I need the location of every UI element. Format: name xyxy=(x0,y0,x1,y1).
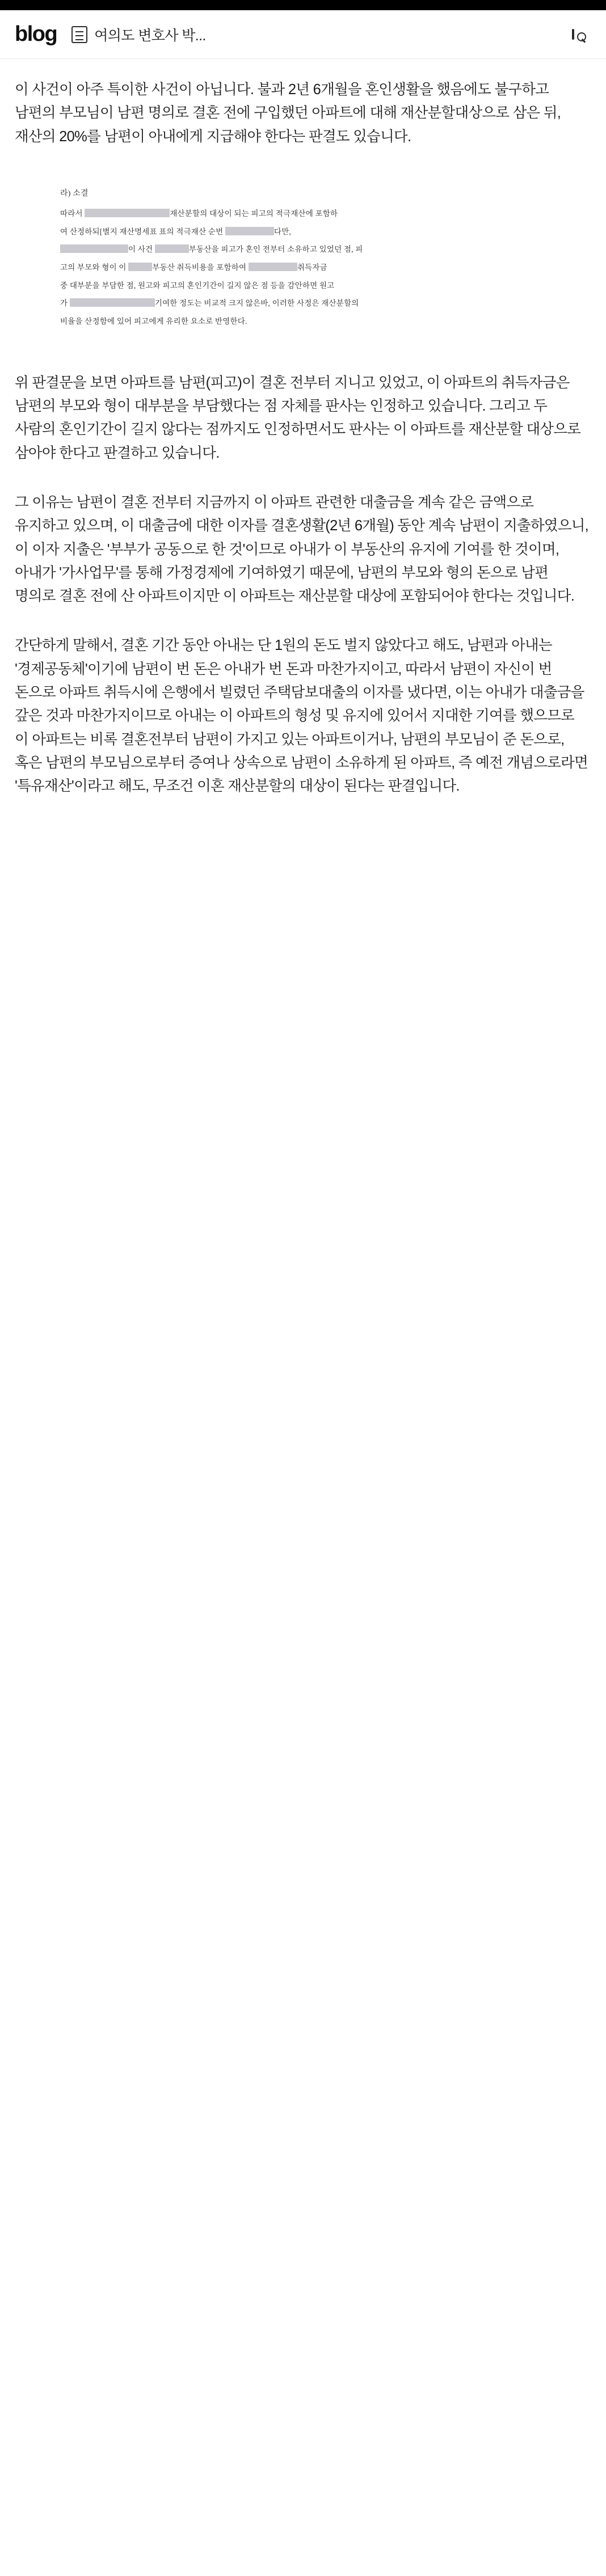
paragraph-3: 그 이유는 남편이 결혼 전부터 지금까지 이 아파트 관련한 대출금을 계속 같은 금액으로 유지하고 있으며, 이 대출금에 대한 이자를 결혼생활(2년 6개월) 동안 계속 남편이 지출하였으니, 이 이자 지출은 '부부가 공동으로 한 것'이므로 아내가 이 부동산의 유지에 기여를 한 것이며, 아내가 '가사업무'를 통해 가정경제에 기여하였기 때문에, 남편의 부모와 형의 돈으로 남편 명의로 결혼 전에 산 아파트이지만 이 아파트는 재산분할 대상에 포함되어야 한다는 것입니다. xyxy=(15,495,589,605)
paragraph-4: 간단하게 말해서, 결혼 기간 동안 아내는 단 1원의 돈도 벌지 않았다고 해도, 남편과 아내는 '경제공동체'이기에 남편이 번 돈은 아내가 번 돈과 마찬가지이고, 따라서 남편이 자신이 번 돈으로 아파트 취득시에 은행에서 빌렸던 주택담보대출의 이자를 냈다면, 이는 아내가 대출금을 갚은 것과 마찬가지이므로 아내는 이 아파트의 형성 및 유지에 있어서 지대한 기여를 했으므로 이 아파트는 비록 결혼전부터 남편이 가지고 있는 아파트이거나, 남편의 부모님이 준 돈으로, 혹은 남편의 부모님으로부터 증여나 상속으로 남편이 소유하게 된 아파트, 즉 예전 개념으로라면 '특유재산'이라고 해도, 무조건 이혼 재산분할의 대상이 된다는 판결입니다. xyxy=(15,637,588,795)
paragraph-1: 이 사건이 아주 특이한 사건이 아닙니다. 불과 2년 6개월을 혼인생활을 했음에도 불구하고 남편의 부모님이 남편 명의로 결혼 전에 구입했던 아파트에 대해 재산분할대상으로 삼은 뒤, 재산의 20%를 남편이 아내에게 지급해야 한다는 판결도 있습니다. xyxy=(15,82,561,145)
judgment-line xyxy=(60,277,558,295)
judgment-text: 취득자금 xyxy=(297,263,327,272)
judgment-text: 다만, xyxy=(273,227,292,236)
article-body xyxy=(0,59,606,821)
document-title: 여의도 변호사 박... xyxy=(94,27,206,44)
app-header xyxy=(0,10,606,59)
judgment-text: 비율을 산정함에 있어 피고에게 유리한 요소로 반영한다. xyxy=(60,317,247,326)
judgment-excerpt-image xyxy=(15,175,591,345)
header-actions xyxy=(572,30,591,39)
judgment-line xyxy=(60,223,558,241)
search-in-page-button[interactable] xyxy=(572,30,574,39)
judgment-text: 부동산을 피고가 혼인 전부터 소유하고 있었던 점, 피 xyxy=(188,245,363,254)
redaction-block xyxy=(128,263,152,271)
judgment-text: 고의 부모와 형이 이 xyxy=(60,263,129,272)
judgment-text: 부동산 취득비용을 포함하여 xyxy=(152,263,249,272)
search-icon xyxy=(572,29,574,40)
redaction-block xyxy=(155,244,189,253)
judgment-text: 중 대부분을 부담한 점, 원고와 피고의 혼인기간이 길지 않은 점 등을 감안하면 원고 xyxy=(60,281,335,290)
redaction-block xyxy=(85,209,170,217)
redaction-block xyxy=(225,227,274,235)
judgment-line xyxy=(60,294,558,313)
judgment-text: 이 사건 xyxy=(128,245,155,254)
judgment-line xyxy=(60,205,558,223)
redaction-block xyxy=(249,263,297,271)
document-icon xyxy=(71,26,87,43)
judgment-text: 가 xyxy=(60,299,70,308)
redaction-block xyxy=(70,298,155,307)
judgment-line xyxy=(60,240,558,259)
judgment-text: 재산분할의 대상이 되는 피고의 적극재산에 포함하 xyxy=(170,209,338,218)
blog-logo[interactable]: blog xyxy=(15,22,57,46)
paragraph-2: 위 판결문을 보면 아파트를 남편(피고)이 결혼 전부터 지니고 있었고, 이 아파트의 취득자금은 남편의 부모와 형이 대부분을 부담했다는 점 자체를 판사는 인정하고 있습니다. 그리고 두 사람의 혼인기간이 길지 않다는 점까지도 인정하면서도 판사는 이 아파트를 재산분할 대상으로 삼아야 한다고 판결하고 있습니다. xyxy=(15,374,581,461)
status-bar xyxy=(0,0,606,10)
document-title-chip[interactable] xyxy=(71,24,561,45)
judgment-line xyxy=(60,259,558,277)
judgment-text: 따라서 xyxy=(60,209,85,218)
judgment-line xyxy=(60,313,558,331)
judgment-heading: 라) 소결 xyxy=(60,189,89,198)
redaction-block xyxy=(60,244,128,253)
judgment-text: 기여한 정도는 비교적 크지 않은바, 이러한 사정은 재산분할의 xyxy=(154,299,359,308)
judgment-text: 여 산정하되[별지 재산명세표 표의 적극재산 순번 xyxy=(60,227,225,236)
